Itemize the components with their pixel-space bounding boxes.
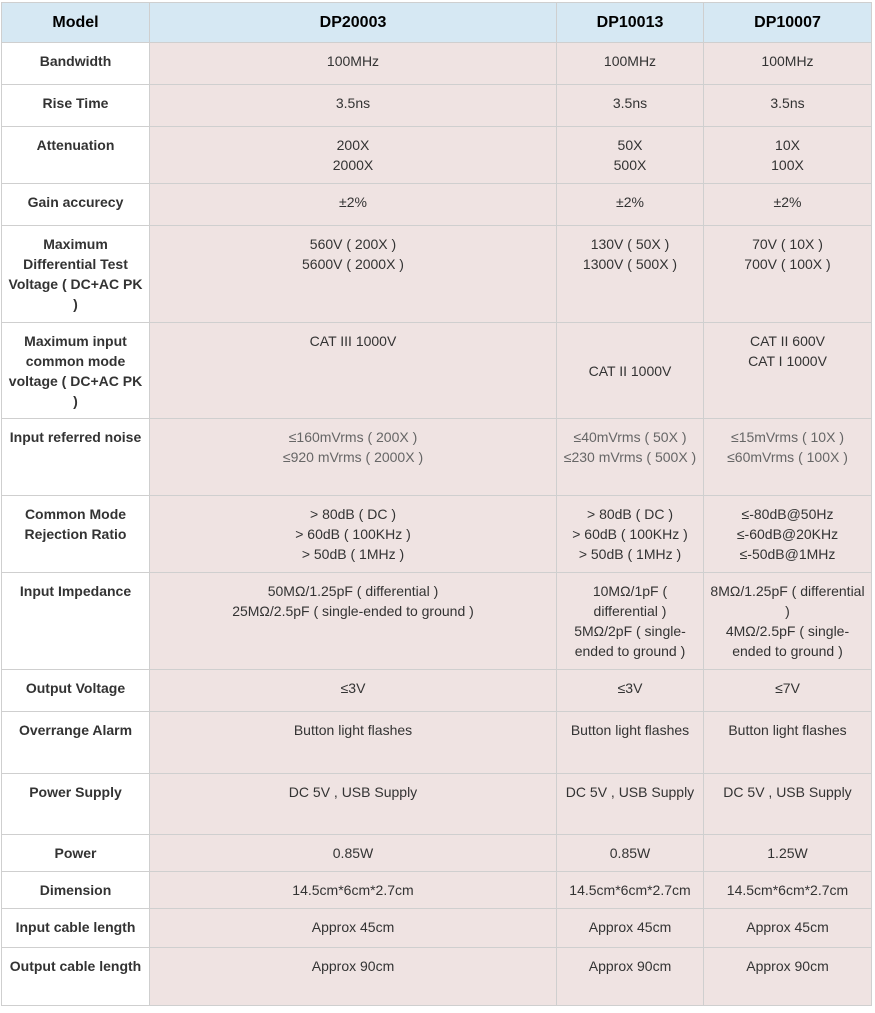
cell-line: ≤7V	[775, 680, 800, 696]
row-label: Rise Time	[2, 85, 150, 127]
cell-value	[704, 909, 872, 948]
cell-value	[557, 127, 704, 184]
cell-line: Approx 45cm	[311, 919, 395, 935]
table-row	[2, 573, 872, 670]
cell-line: 5MΩ/2pF ( single-ended to ground )	[574, 623, 686, 659]
cell-value	[150, 323, 557, 419]
table-row	[2, 85, 872, 127]
table-row	[2, 712, 872, 774]
cell-line: > 50dB ( 1MHz )	[301, 546, 405, 562]
cell-value	[557, 909, 704, 948]
cell-line: ≤920 mVrms ( 2000X )	[282, 449, 424, 465]
cell-value	[704, 573, 872, 670]
cell-line: CAT II 600V	[750, 333, 825, 349]
cell-line: Button light flashes	[293, 722, 413, 738]
row-label: Output Voltage	[2, 670, 150, 712]
cell-line: 1.25W	[767, 845, 808, 861]
table-row	[2, 948, 872, 1006]
cell-line: > 80dB ( DC )	[310, 506, 396, 522]
cell-value	[704, 948, 872, 1006]
cell-line: 3.5ns	[612, 95, 648, 111]
cell-value	[704, 43, 872, 85]
cell-line: DC 5V , USB Supply	[565, 784, 695, 800]
cell-value	[150, 184, 557, 226]
cell-value	[704, 184, 872, 226]
cell-line: 560V ( 200X )	[309, 236, 397, 252]
table-row	[2, 127, 872, 184]
cell-value	[150, 85, 557, 127]
cell-line: Button light flashes	[728, 722, 847, 738]
cell-value	[150, 948, 557, 1006]
cell-line: 10MΩ/1pF ( differential )	[592, 583, 672, 619]
cell-value	[150, 226, 557, 323]
cell-value	[150, 909, 557, 948]
row-label: Gain accurecy	[2, 184, 150, 226]
cell-line: 50X	[617, 137, 643, 153]
cell-line: ±2%	[339, 194, 367, 210]
cell-line: > 60dB ( 100KHz )	[295, 526, 411, 542]
cell-value	[557, 872, 704, 909]
cell-line: 130V ( 50X )	[590, 236, 670, 252]
cell-value	[150, 43, 557, 85]
cell-line: 5600V ( 2000X )	[302, 256, 404, 272]
cell-line: 1300V ( 500X )	[582, 256, 678, 272]
cell-value	[150, 835, 557, 872]
cell-value	[557, 184, 704, 226]
row-label: Input Impedance	[2, 573, 150, 670]
table-row	[2, 419, 872, 496]
cell-line: CAT III 1000V	[309, 333, 397, 349]
cell-line: 200X	[336, 137, 370, 153]
row-label: Maximum input common mode voltage ( DC+AC PK )	[2, 323, 150, 419]
cell-line: DC 5V , USB Supply	[723, 784, 852, 800]
cell-line: 100X	[771, 157, 804, 173]
cell-value	[704, 226, 872, 323]
cell-line: 14.5cm*6cm*2.7cm	[292, 882, 414, 898]
cell-line: > 80dB ( DC )	[587, 506, 673, 522]
cell-line: Approx 90cm	[588, 958, 672, 974]
cell-value	[557, 226, 704, 323]
cell-line: 10X	[775, 137, 800, 153]
cell-line: 50MΩ/1.25pF ( differential )	[267, 583, 439, 599]
cell-line: 14.5cm*6cm*2.7cm	[726, 882, 849, 898]
table-row	[2, 496, 872, 573]
cell-line: ±2%	[773, 194, 802, 210]
cell-value	[704, 835, 872, 872]
cell-line: 4MΩ/2.5pF ( single-ended to ground )	[725, 623, 850, 659]
cell-line: ≤15mVrms ( 10X )	[731, 429, 844, 445]
cell-line: 0.85W	[332, 845, 374, 861]
cell-value	[704, 85, 872, 127]
cell-line: Approx 90cm	[311, 958, 395, 974]
row-label: Output cable length	[2, 948, 150, 1006]
cell-line: 3.5ns	[770, 95, 805, 111]
cell-line: 25MΩ/2.5pF ( single-ended to ground )	[232, 603, 474, 619]
cell-value	[557, 774, 704, 835]
cell-line: ≤-50dB@1MHz	[739, 546, 836, 562]
table-row	[2, 226, 872, 323]
cell-value	[557, 43, 704, 85]
row-label: Power	[2, 835, 150, 872]
cell-line: ≤3V	[340, 680, 366, 696]
table-row	[2, 670, 872, 712]
row-label: Common Mode Rejection Ratio	[2, 496, 150, 573]
cell-line: 100MHz	[761, 53, 814, 69]
cell-value	[557, 670, 704, 712]
cell-value	[704, 323, 872, 419]
table-row	[2, 835, 872, 872]
cell-line: 700V ( 100X )	[744, 256, 831, 272]
cell-line: 0.85W	[609, 845, 651, 861]
cell-line: ≤3V	[617, 680, 643, 696]
cell-line: 500X	[613, 157, 647, 173]
table-row	[2, 909, 872, 948]
cell-line: 2000X	[332, 157, 374, 173]
cell-value	[704, 872, 872, 909]
spec-body	[2, 43, 872, 1006]
cell-line: ≤230 mVrms ( 500X )	[563, 449, 697, 465]
cell-value	[704, 774, 872, 835]
cell-line: 100MHz	[603, 53, 657, 69]
cell-line: CAT II 1000V	[588, 362, 672, 379]
cell-line: 70V ( 10X )	[752, 236, 823, 252]
header-row	[2, 3, 872, 43]
cell-value	[557, 323, 704, 419]
cell-line: Button light flashes	[570, 722, 690, 738]
row-label: Power Supply	[2, 774, 150, 835]
cell-line: Approx 45cm	[588, 919, 672, 935]
cell-value	[704, 496, 872, 573]
cell-line: 14.5cm*6cm*2.7cm	[569, 882, 691, 898]
cell-value	[150, 670, 557, 712]
cell-line: > 50dB ( 1MHz )	[578, 546, 682, 562]
row-label: Dimension	[2, 872, 150, 909]
cell-value	[704, 712, 872, 774]
cell-value	[150, 573, 557, 670]
cell-value	[557, 496, 704, 573]
cell-line: CAT I 1000V	[748, 353, 827, 369]
cell-line: ±2%	[616, 194, 644, 210]
cell-value	[557, 419, 704, 496]
cell-value	[150, 712, 557, 774]
cell-value	[704, 127, 872, 184]
spec-table	[1, 2, 872, 1006]
cell-value	[150, 127, 557, 184]
cell-line: ≤-80dB@50Hz	[741, 506, 834, 522]
table-row	[2, 872, 872, 909]
cell-value	[150, 496, 557, 573]
cell-line: > 60dB ( 100KHz )	[572, 526, 688, 542]
cell-value	[704, 419, 872, 496]
cell-line: ≤-60dB@20KHz	[736, 526, 839, 542]
cell-line: Approx 45cm	[746, 919, 829, 935]
row-label: Input cable length	[2, 909, 150, 948]
header-dp10007: DP10007	[704, 3, 872, 43]
cell-line: DC 5V , USB Supply	[288, 784, 418, 800]
row-label: Maximum Differential Test Voltage ( DC+AC PK )	[2, 226, 150, 323]
row-label: Attenuation	[2, 127, 150, 184]
cell-line: 3.5ns	[335, 95, 371, 111]
cell-value	[557, 712, 704, 774]
table-row	[2, 184, 872, 226]
header-dp20003: DP20003	[150, 3, 557, 43]
cell-value	[704, 670, 872, 712]
cell-value	[557, 573, 704, 670]
table-row	[2, 43, 872, 85]
table-row	[2, 774, 872, 835]
cell-line: 100MHz	[326, 53, 380, 69]
cell-value	[150, 872, 557, 909]
row-label: Overrange Alarm	[2, 712, 150, 774]
cell-value	[557, 835, 704, 872]
row-label: Input referred noise	[2, 419, 150, 496]
cell-value	[557, 948, 704, 1006]
cell-line: 8MΩ/1.25pF ( differential )	[710, 583, 869, 619]
cell-value	[150, 419, 557, 496]
header-dp10013: DP10013	[557, 3, 704, 43]
cell-line: Approx 90cm	[746, 958, 829, 974]
cell-line: ≤60mVrms ( 100X )	[727, 449, 848, 465]
table-row	[2, 323, 872, 419]
row-label: Bandwidth	[2, 43, 150, 85]
header-model: Model	[2, 3, 150, 43]
cell-value	[150, 774, 557, 835]
cell-line: ≤40mVrms ( 50X )	[573, 429, 687, 445]
cell-value	[557, 85, 704, 127]
cell-line: ≤160mVrms ( 200X )	[288, 429, 418, 445]
